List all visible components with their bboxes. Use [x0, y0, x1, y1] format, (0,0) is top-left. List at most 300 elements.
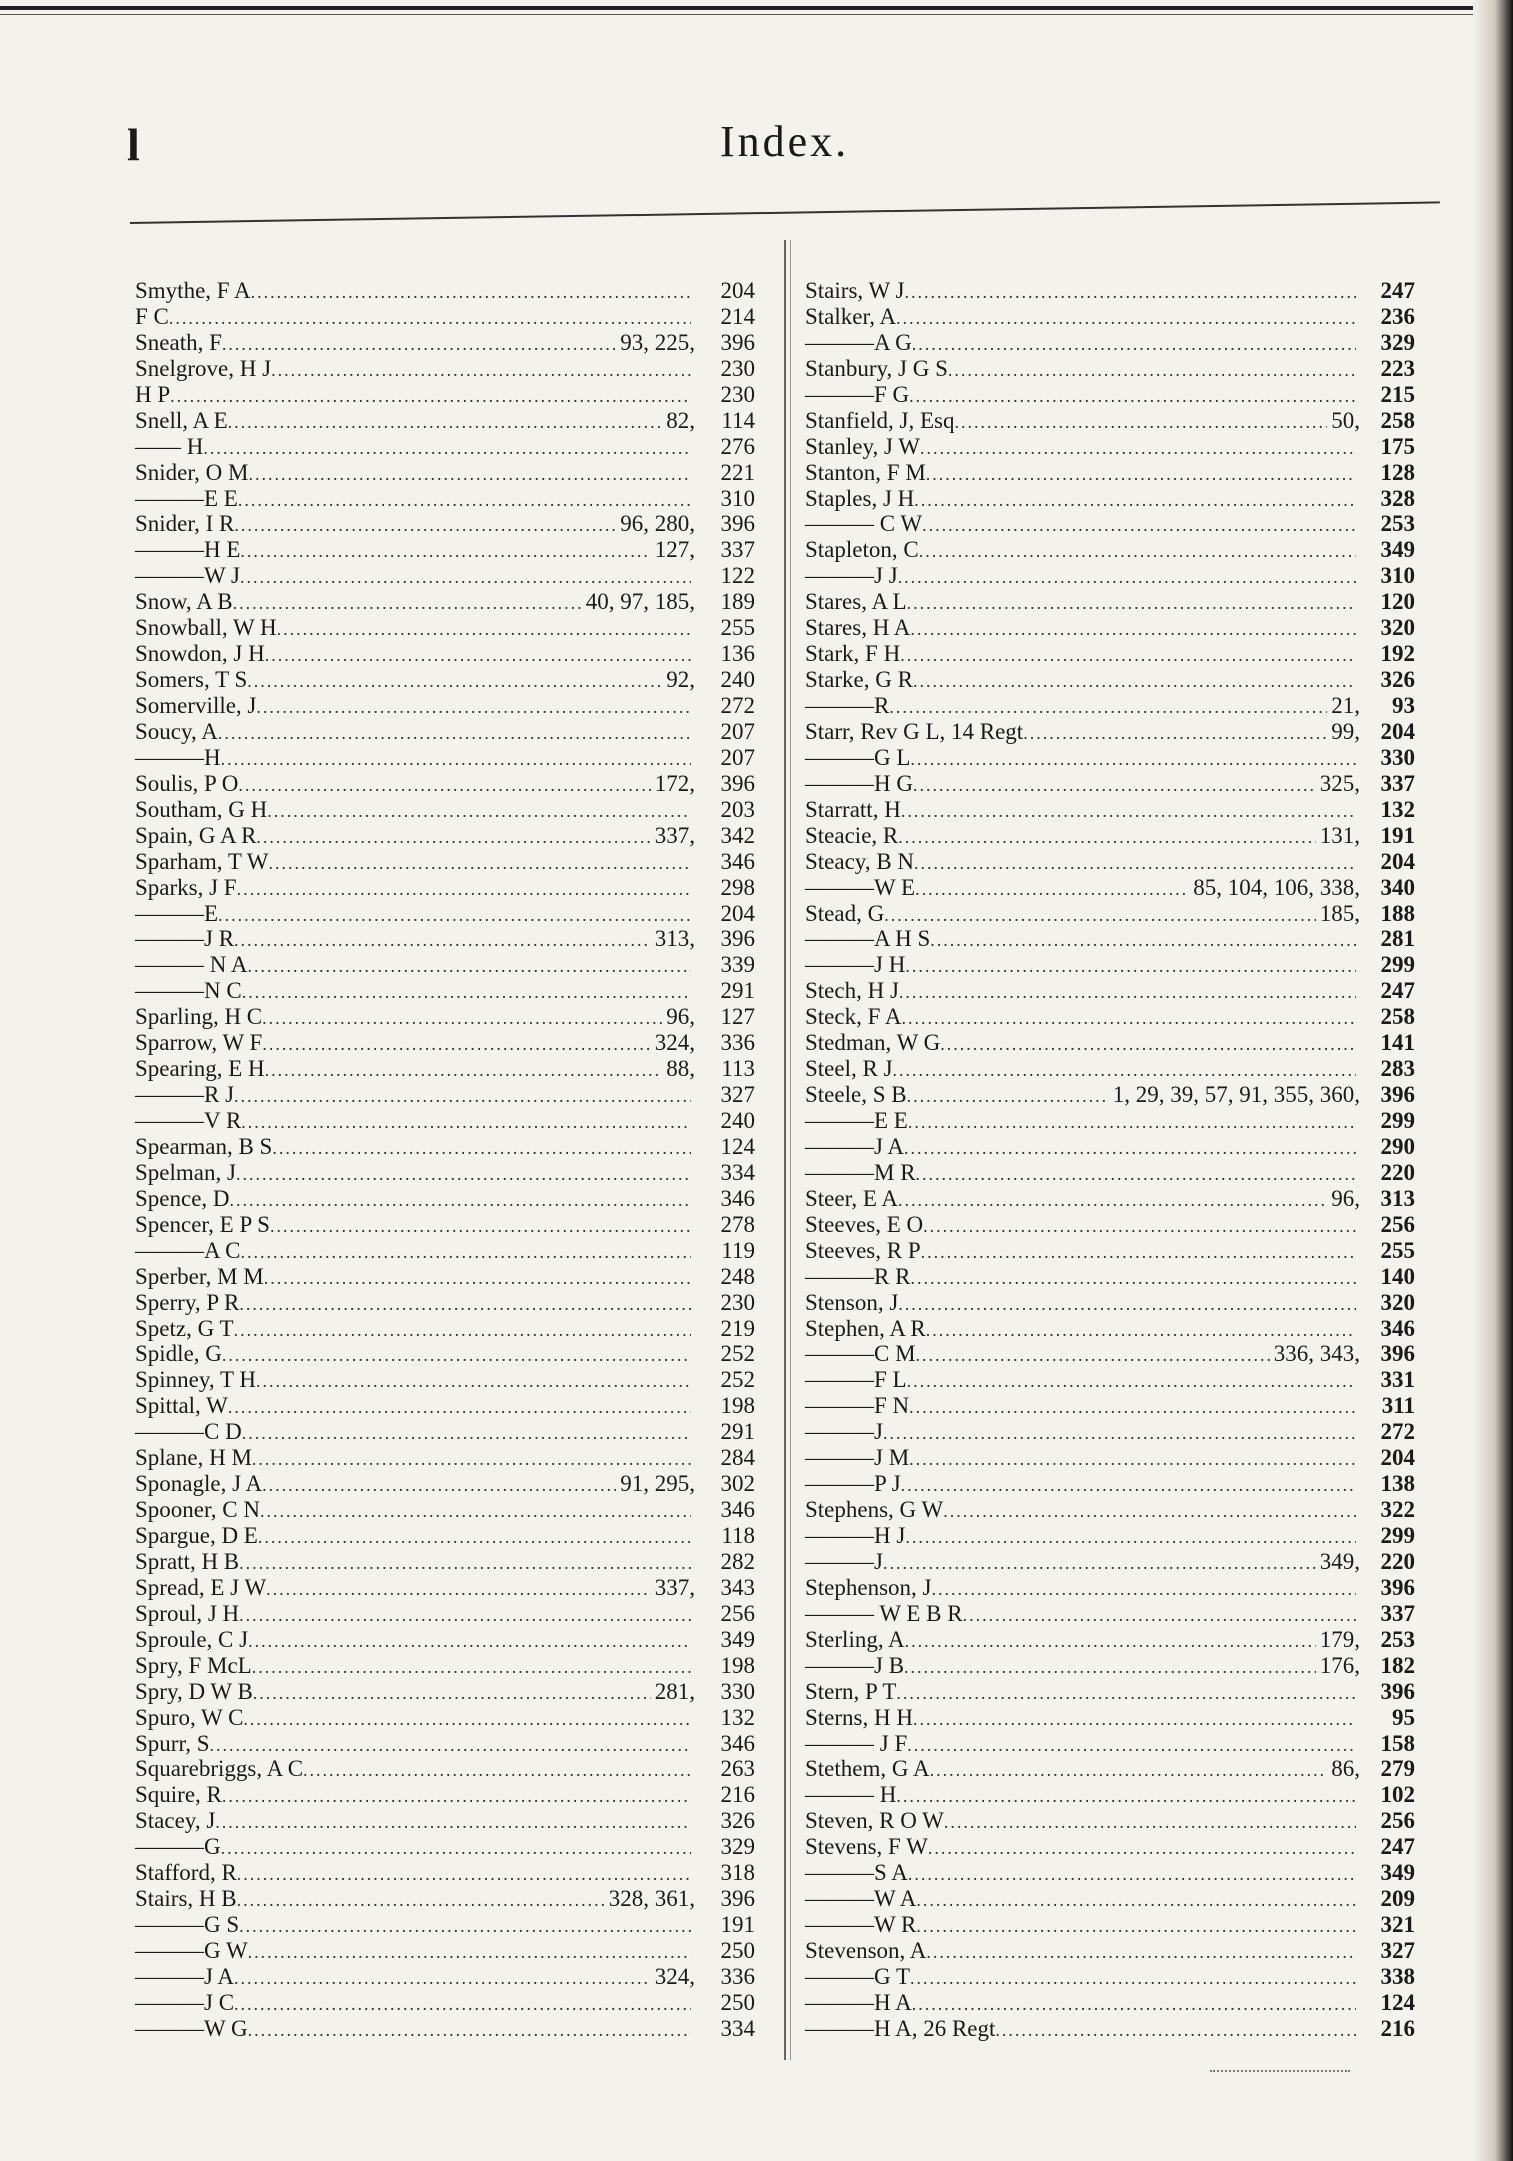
entry-name: Splane, H M: [135, 1445, 252, 1471]
entry-name: ———W J: [135, 563, 240, 589]
entry-refs: 91, 295,: [620, 1471, 695, 1497]
index-entry: [135, 278, 755, 304]
entry-page: 256: [1380, 1211, 1415, 1237]
index-entry: [805, 1108, 1415, 1134]
leader-dots: [218, 721, 691, 747]
leader-dots: [926, 1318, 1356, 1344]
entry-name: Stevens, F W: [805, 1834, 928, 1860]
entry-page: 290: [1380, 1133, 1415, 1159]
entry-page: 124: [1380, 1989, 1415, 2015]
entry-name: Stenson, J: [805, 1289, 899, 1315]
entry-name: F C: [135, 303, 169, 329]
entry-page: 93: [1392, 693, 1415, 718]
index-entry: [135, 952, 755, 978]
entry-name: Sparham, T W: [135, 848, 269, 874]
entry-name: Spence, D: [135, 1185, 230, 1211]
entry-page: 298: [720, 874, 755, 900]
index-entry: [805, 278, 1415, 304]
index-entry: [135, 1419, 755, 1445]
leader-dots: [258, 1525, 691, 1551]
leader-dots: [262, 1473, 616, 1499]
index-entry: [805, 1523, 1415, 1549]
entry-name: Sterling, A: [805, 1626, 905, 1652]
entry-refs: 96, 280,: [620, 511, 695, 537]
leader-dots: [248, 462, 691, 488]
index-entry: [135, 1782, 755, 1808]
index-entry: [135, 1056, 755, 1082]
index-entry: [135, 641, 755, 667]
index-entry: [805, 1238, 1415, 1264]
entry-name: ——— H: [805, 1782, 897, 1808]
entry-page: 255: [720, 615, 755, 641]
leader-dots: [256, 1369, 691, 1395]
leader-dots: [901, 1006, 1356, 1032]
leader-dots: [907, 591, 1356, 617]
leader-dots: [230, 1188, 691, 1214]
index-entry: [805, 1393, 1415, 1419]
leader-dots: [234, 1318, 691, 1344]
entry-name: Sterns, H H: [805, 1704, 913, 1730]
entry-page: 346: [720, 1185, 755, 1211]
leader-dots: [234, 513, 616, 539]
entry-refs: 325,: [1319, 770, 1360, 796]
entry-name: ———J J: [805, 563, 898, 589]
entry-name: Snider, O M: [135, 459, 249, 485]
index-entry: [805, 901, 1415, 927]
entry-name: Stern, P T: [805, 1678, 897, 1704]
leader-dots: [222, 332, 616, 358]
leader-dots: [170, 384, 691, 410]
entry-name: ———P J: [805, 1471, 901, 1497]
entry-name: Spurr, S: [135, 1730, 210, 1756]
entry-page: 189: [720, 589, 755, 615]
entry-refs: 313,: [654, 926, 695, 952]
entry-page: 230: [720, 381, 755, 407]
entry-name: ———H A: [805, 1989, 912, 2015]
entry-name: Stalker, A: [805, 303, 897, 329]
index-entry: [805, 1056, 1415, 1082]
entry-page: 207: [720, 744, 755, 770]
leader-dots: [914, 488, 1356, 514]
entry-page: 247: [1380, 978, 1415, 1004]
leader-dots: [228, 1395, 691, 1421]
index-entry: [135, 823, 755, 849]
index-entry: [805, 693, 1415, 719]
page-title: [720, 116, 849, 167]
entry-name: Spidle, G: [135, 1341, 222, 1367]
entry-name: Somerville, J: [135, 693, 257, 718]
entry-page: 396: [720, 926, 755, 952]
entry-name: ———C D: [135, 1419, 242, 1445]
index-entry: [805, 356, 1415, 382]
entry-page: 216: [720, 1782, 755, 1808]
index-entry: [805, 1601, 1415, 1627]
leader-dots: [916, 1914, 1356, 1940]
entry-name: Stethem, G A: [805, 1756, 930, 1782]
entry-name: ———J R: [135, 926, 235, 952]
leader-dots: [995, 2018, 1356, 2044]
index-entry: [805, 1782, 1415, 1808]
index-entry: [135, 719, 755, 745]
entry-page: 250: [720, 1938, 755, 1963]
entry-name: Spencer, E P S: [135, 1211, 270, 1237]
index-entry: [805, 771, 1415, 797]
entry-name: ———G W: [135, 1938, 248, 1963]
entry-page: 284: [720, 1445, 755, 1471]
entry-page: 253: [1380, 1626, 1415, 1652]
entry-name: Steacy, B N: [805, 848, 915, 874]
index-entry: [805, 1731, 1415, 1757]
leader-dots: [240, 565, 691, 591]
index-entry: [135, 1212, 755, 1238]
leader-dots: [267, 799, 691, 825]
entry-page: 342: [720, 822, 755, 848]
entry-name: Sneath, F: [135, 329, 222, 355]
leader-dots: [248, 1940, 691, 1966]
entry-page: 216: [1380, 2015, 1415, 2041]
index-entry: [135, 1445, 755, 1471]
index-entry: [805, 745, 1415, 771]
leader-dots: [909, 1395, 1356, 1421]
leader-dots: [883, 1551, 1316, 1577]
entry-page: 118: [721, 1523, 755, 1548]
entry-name: Spearing, E H: [135, 1056, 265, 1082]
leader-dots: [237, 1862, 691, 1888]
entry-page: 346: [720, 848, 755, 874]
index-entry: [805, 1160, 1415, 1186]
entry-name: ———A G: [805, 329, 912, 355]
entry-refs: 179,: [1319, 1626, 1360, 1652]
index-entry: [135, 382, 755, 408]
entry-page: 338: [1380, 1963, 1415, 1989]
entry-name: ———W A: [805, 1886, 917, 1912]
index-entry: [135, 1990, 755, 2016]
entry-page: 192: [1380, 641, 1415, 667]
index-entry: [805, 408, 1415, 434]
leader-dots: [271, 358, 691, 384]
entry-page: 113: [721, 1056, 755, 1082]
entry-page: 158: [1380, 1730, 1415, 1756]
entry-page: 252: [720, 1341, 755, 1367]
index-entry: [805, 1471, 1415, 1497]
leader-dots: [253, 1681, 651, 1707]
entry-refs: 93, 225,: [620, 329, 695, 355]
entry-page: 119: [721, 1237, 755, 1263]
entry-page: 349: [1380, 1860, 1415, 1886]
entry-name: Spuro, W C: [135, 1704, 244, 1730]
index-entry: [135, 978, 755, 1004]
index-entry: [805, 615, 1415, 641]
entry-name: Squire, R: [135, 1782, 222, 1808]
leader-dots: [256, 825, 650, 851]
leader-dots: [264, 1266, 691, 1292]
index-entry: [805, 1705, 1415, 1731]
entry-name: ———W G: [135, 2015, 248, 2041]
index-entry: [135, 1523, 755, 1549]
index-entry: [805, 1834, 1415, 1860]
entry-page: 220: [1380, 1159, 1415, 1185]
index-entry: [805, 1264, 1415, 1290]
entry-refs: 82,: [666, 407, 695, 433]
index-entry: [135, 1808, 755, 1834]
entry-refs: 337,: [654, 822, 695, 848]
index-entry: [135, 901, 755, 927]
entry-name: ———G: [135, 1834, 221, 1860]
leader-dots: [234, 928, 651, 954]
entry-page: 127: [720, 1004, 755, 1030]
entry-page: 247: [1380, 278, 1415, 303]
entry-page: 339: [720, 952, 755, 978]
index-entry: [135, 615, 755, 641]
index-entry: [135, 1964, 755, 1990]
leader-dots: [940, 1032, 1356, 1058]
entry-page: 209: [1380, 1886, 1415, 1912]
entry-name: Stares, A L: [805, 589, 907, 615]
entry-name: Starr, Rev G L, 14 Regt: [805, 718, 1024, 744]
entry-name: Steer, E A: [805, 1185, 898, 1211]
entry-name: Spetz, G T: [135, 1315, 234, 1341]
leader-dots: [898, 1292, 1356, 1318]
entry-page: 346: [1380, 1315, 1415, 1341]
leader-dots: [884, 903, 1316, 929]
entry-name: ——— J F: [805, 1730, 908, 1756]
index-entry: [805, 1679, 1415, 1705]
entry-name: Soulis, P O: [135, 770, 239, 796]
leader-dots: [907, 1369, 1356, 1395]
index-entry: [805, 1912, 1415, 1938]
entry-name: ——— N A: [135, 952, 248, 978]
index-entry: [135, 1834, 755, 1860]
leader-dots: [221, 747, 691, 773]
leader-dots: [909, 384, 1356, 410]
entry-name: Steel, R J: [805, 1056, 893, 1082]
index-entry: [135, 745, 755, 771]
entry-name: Spargue, D E: [135, 1523, 258, 1548]
entry-name: ———J A: [135, 1963, 235, 1989]
index-entry: [135, 1938, 755, 1964]
entry-page: 182: [1380, 1652, 1415, 1678]
entry-name: Snider, I R: [135, 511, 235, 537]
entry-page: 336: [720, 1963, 755, 1989]
entry-page: 207: [720, 718, 755, 744]
entry-name: ———J H: [805, 952, 906, 978]
book-spine-edge: [1473, 0, 1513, 2161]
index-entry: [135, 693, 755, 719]
entry-name: Snowdon, J H: [135, 641, 265, 667]
entry-page: 175: [1380, 433, 1415, 459]
entry-page: 327: [720, 1082, 755, 1108]
leader-dots: [948, 358, 1356, 384]
leader-dots: [237, 877, 691, 903]
entry-page: 102: [1380, 1782, 1415, 1808]
entry-page: 396: [1380, 1341, 1415, 1367]
index-entry: [135, 1653, 755, 1679]
entry-page: 204: [1380, 848, 1415, 874]
entry-page: 219: [720, 1315, 755, 1341]
leader-dots: [916, 1888, 1356, 1914]
entry-page: 328: [1380, 485, 1415, 511]
leader-dots: [930, 928, 1356, 954]
entry-page: 141: [1380, 1030, 1415, 1056]
leader-dots: [238, 773, 650, 799]
entry-refs: 349,: [1319, 1548, 1360, 1574]
leader-dots: [904, 280, 1356, 306]
leader-dots: [905, 1629, 1316, 1655]
entry-name: H P: [135, 381, 171, 407]
index-entry: [135, 1679, 755, 1705]
leader-dots: [910, 1966, 1356, 1992]
leader-dots: [912, 1992, 1356, 2018]
leader-dots: [252, 1447, 691, 1473]
entry-name: Stephens, G W: [805, 1497, 944, 1523]
entry-name: Staples, J H: [805, 485, 915, 511]
entry-name: Snelgrove, H J: [135, 355, 272, 381]
leader-dots: [922, 513, 1356, 539]
index-entry: [805, 1419, 1415, 1445]
index-entry: [805, 304, 1415, 330]
index-entry: [135, 1238, 755, 1264]
leader-dots: [260, 1499, 691, 1525]
entry-name: ———R: [805, 693, 890, 718]
leader-dots: [247, 954, 691, 980]
entry-name: Stares, H A: [805, 615, 911, 641]
leader-dots: [921, 1240, 1356, 1266]
entry-page: 337: [720, 537, 755, 563]
leader-dots: [909, 1447, 1356, 1473]
index-entry: [805, 330, 1415, 356]
leader-dots: [247, 669, 662, 695]
entry-page: 240: [720, 1108, 755, 1133]
leader-dots: [233, 591, 582, 617]
leader-dots: [963, 1603, 1356, 1629]
entry-refs: 328, 361,: [608, 1886, 695, 1912]
leader-dots: [923, 1214, 1356, 1240]
entry-page: 223: [1380, 355, 1415, 381]
entry-refs: 131,: [1319, 822, 1360, 848]
entry-name: Stedman, W G: [805, 1030, 941, 1056]
entry-name: ———A H S: [805, 926, 931, 952]
entry-name: Spinney, T H: [135, 1367, 256, 1393]
entry-page: 396: [720, 770, 755, 796]
index-entry: [135, 2016, 755, 2042]
entry-refs: 85, 104, 106, 338,: [1193, 874, 1360, 900]
entry-page: 396: [720, 329, 755, 355]
index-entry: [805, 511, 1415, 537]
index-entry: [805, 537, 1415, 563]
leader-dots: [218, 903, 691, 929]
index-entry: [805, 978, 1415, 1004]
entry-refs: 336, 343,: [1273, 1341, 1360, 1367]
entry-page: 349: [720, 1626, 755, 1652]
entry-page: 322: [1380, 1497, 1415, 1523]
entry-page: 203: [720, 796, 755, 822]
index-entry: [135, 1186, 755, 1212]
index-entry: [135, 1134, 755, 1160]
entry-page: 349: [1380, 537, 1415, 563]
entry-page: 258: [1380, 407, 1415, 433]
entry-page: 230: [720, 1289, 755, 1315]
entry-name: —— H: [135, 433, 204, 459]
index-entry: [135, 875, 755, 901]
index-entry: [805, 1212, 1415, 1238]
index-entry: [805, 589, 1415, 615]
leader-dots: [266, 1577, 651, 1603]
entry-name: Steeves, R P: [805, 1237, 921, 1263]
entry-page: 310: [720, 485, 755, 511]
index-entry: [805, 952, 1415, 978]
entry-name: Stephen, A R: [805, 1315, 926, 1341]
entry-page: 120: [1380, 589, 1415, 615]
index-entry: [135, 1004, 755, 1030]
leader-dots: [215, 1810, 691, 1836]
entry-name: Southam, G H: [135, 796, 268, 822]
page-title-text: Index.: [720, 117, 850, 166]
leader-dots: [228, 410, 663, 436]
leader-dots: [303, 1758, 691, 1784]
entry-refs: 96,: [666, 1004, 695, 1030]
leader-dots: [240, 1240, 691, 1266]
index-entry: [805, 1938, 1415, 1964]
leader-dots: [944, 1810, 1356, 1836]
leader-dots: [248, 1629, 691, 1655]
index-entry: [135, 667, 755, 693]
entry-page: 313: [1380, 1185, 1415, 1211]
index-entry: [805, 1082, 1415, 1108]
leader-dots: [256, 695, 691, 721]
entry-page: 215: [1380, 381, 1415, 407]
entry-name: ———E E: [805, 1108, 908, 1133]
leader-dots: [889, 695, 1327, 721]
leader-dots: [916, 1343, 1270, 1369]
index-entry: [135, 849, 755, 875]
entry-page: 204: [1380, 718, 1415, 744]
entry-page: 346: [720, 1497, 755, 1523]
index-entry: [805, 926, 1415, 952]
entry-name: Stevenson, A: [805, 1938, 927, 1963]
index-entry: [135, 1471, 755, 1497]
entry-name: ———W R: [805, 1912, 917, 1938]
entry-page: 252: [720, 1367, 755, 1393]
entry-name: Snowball, W H: [135, 615, 277, 641]
entry-name: Stapleton, C: [805, 537, 919, 563]
leader-dots: [234, 1084, 691, 1110]
entry-name: ———H: [135, 744, 221, 770]
entry-refs: 1, 29, 39, 57, 91, 355, 360,: [1112, 1082, 1360, 1108]
index-entry: [135, 1575, 755, 1601]
index-entry: [135, 1316, 755, 1342]
entry-name: ———G T: [805, 1963, 910, 1989]
entry-page: 114: [721, 407, 755, 433]
entry-page: 396: [1380, 1082, 1415, 1108]
entry-page: 198: [720, 1652, 755, 1678]
leader-dots: [926, 1940, 1356, 1966]
entry-name: Sparrow, W F: [135, 1030, 263, 1056]
column-divider-thin: [790, 240, 791, 2060]
entry-page: 334: [720, 2015, 755, 2041]
entry-page: 320: [1380, 615, 1415, 641]
entry-name: Sperry, P R: [135, 1289, 240, 1315]
entry-name: Spratt, H B: [135, 1548, 240, 1574]
leader-dots: [222, 1343, 691, 1369]
entry-refs: 185,: [1319, 900, 1360, 926]
entry-name: ———G L: [805, 744, 911, 770]
entry-name: ———J M: [805, 1445, 910, 1471]
entry-name: Snow, A B: [135, 589, 233, 615]
entry-name: Stech, H J: [805, 978, 899, 1004]
header-rule: [130, 201, 1440, 224]
leader-dots: [269, 851, 691, 877]
leader-dots: [1023, 721, 1327, 747]
